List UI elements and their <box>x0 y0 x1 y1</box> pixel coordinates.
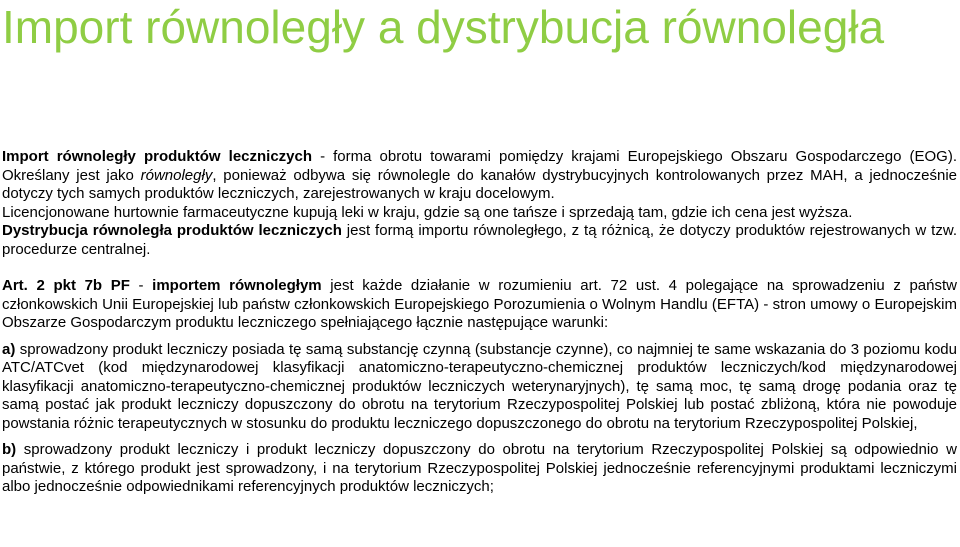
term-import-legal: importem równoległym <box>152 277 322 294</box>
paragraph-wholesalers: Licencjonowane hurtownie farmaceutyczne kupują leki w kraju, gdzie są one tańsze i sprzedają tam, gdzie ich cena jest wyższa. <box>2 203 853 221</box>
term-import: Import równoległy produktów leczniczych <box>2 148 313 165</box>
slide-body <box>2 148 957 497</box>
condition-label: a) <box>2 340 16 358</box>
term-distribution: Dystrybucja równoległa produktów leczniczych <box>2 222 342 239</box>
paragraph-import-definition: Import równoległy produktów leczniczych - forma obrotu towarami pomiędzy krajami Europejskiego Obszaru Gospodarczego (EOG). Określany jest jako równoległy, ponieważ odbywa się równolegle do kanałów dystrybucyjnych kontrolowanych przez MAH, a jednocześnie dotyczy tych samych produktów leczniczych, zarejestrowanych w kraju docelowym. <box>2 148 957 202</box>
emphasis-rownolegly: równoległy <box>140 166 213 184</box>
condition-label: b) <box>2 441 17 458</box>
condition-b: b) sprowadzony produkt leczniczy i produkt leczniczy dopuszczony do obrotu na terytorium Rzeczypospolitej Polskiej są odpowiednio w państwie, z którego produkt jest sprowadzony, i na terytorium Rzeczypospolitej Polskiej jednocześnie referencyjnymi produktami leczniczymi albo jednocześnie odpowiednikami referencyjnych produktów leczniczych; <box>2 441 957 495</box>
condition-a: a) sprowadzony produkt leczniczy posiada tę samą substancję czynną (substancje czynne), co najmniej te same wskazania do 3 poziomu kodu ATC/ATCvet (kod międzynarodowej klasyfikacji anatomiczno-terapeutyczno-chemicznej produktów leczniczych/kod międzynarodowej klasyfikacji anatomiczno-terapeutyczno-chemicznej produktów leczniczych weterynaryjnych), tę samą moc, tę samą drogę podania oraz tę samą postać jak produkt leczniczy dopuszczony do obrotu na terytorium Rzeczypospolitej Polskiej lub postać zbliżoną, która nie powoduje powstania różnic terapeutycznych w stosunku do produktu leczniczego dopuszczonego do obrotu na terytorium Rzeczypospolitej Polskiej, <box>2 340 957 432</box>
paragraph-legal-definition: Art. 2 pkt 7b PF - importem równoległym jest każde działanie w rozumieniu art. 72 ust. 4 polegające na sprowadzeniu z państw członkowskich Unii Europejskiej lub państw członkowskich Europejskiego Porozumienia o Wolnym Handlu (EFTA) - stron umowy o Europejskim Obszarze Gospodarczym produktu leczniczego spełniającego łącznie następujące warunki: <box>2 277 957 331</box>
spacer <box>2 433 957 441</box>
spacer <box>2 333 957 341</box>
legal-reference: Art. 2 pkt 7b PF <box>2 277 130 294</box>
spacer <box>2 259 957 277</box>
paragraph-distribution-definition: Dystrybucja równoległa produktów leczniczych jest formą importu równoległego, z tą różnicą, że dotyczy produktów rejestrowanych w tzw. procedurze centralnej. <box>2 222 957 258</box>
page-title: Import równoległy a dystrybucja równoległa <box>2 1 885 53</box>
